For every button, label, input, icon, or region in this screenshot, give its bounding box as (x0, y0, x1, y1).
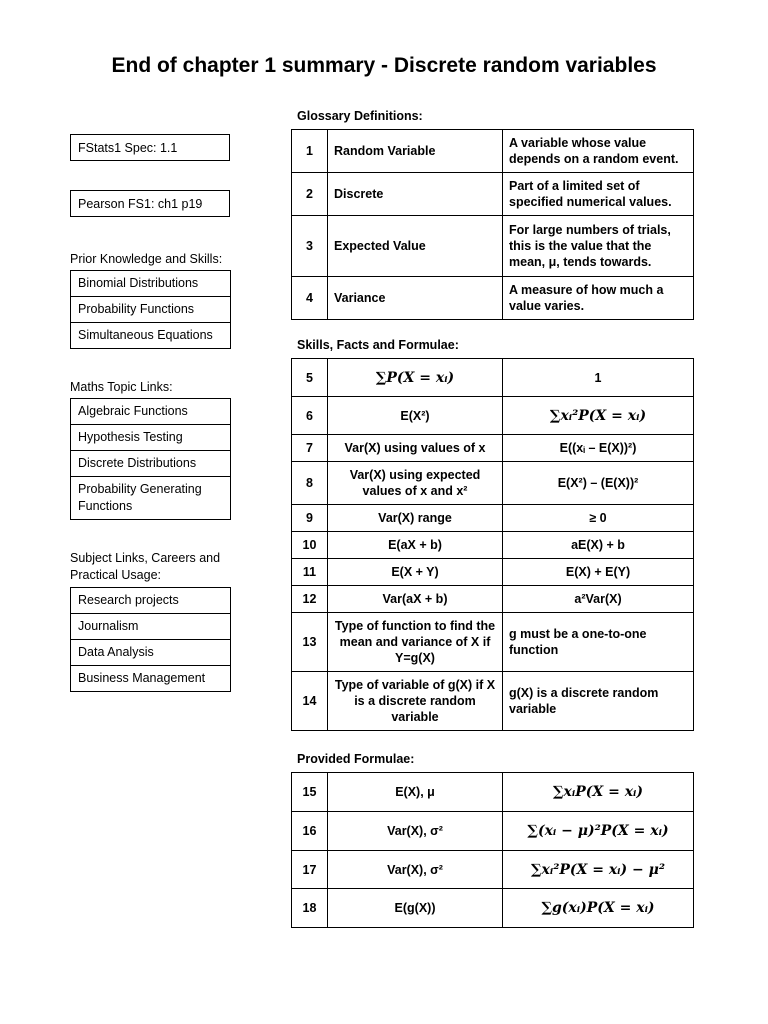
row-number: 14 (292, 672, 328, 731)
formula-cell: Var(X) range (328, 505, 503, 532)
textbook-box: Pearson FS1: ch1 p19 (70, 190, 230, 217)
table-row (292, 773, 694, 812)
formula-cell: ∑xᵢP(X = xᵢ) (503, 773, 694, 812)
row-number: 16 (292, 812, 328, 851)
formula-name-cell: E(g(X)) (328, 889, 503, 928)
definition-cell: A variable whose value depends on a random event. (503, 130, 694, 173)
glossary-table (291, 129, 694, 320)
result-cell: g(X) is a discrete random variable (503, 672, 694, 731)
result-cell: E(X²) – (E(X))² (503, 462, 694, 505)
prior-knowledge-list (70, 270, 231, 349)
prior-knowledge-heading: Prior Knowledge and Skills: (70, 252, 223, 266)
row-number: 2 (292, 173, 328, 216)
row-number: 18 (292, 889, 328, 928)
formula-cell: ∑(xᵢ − μ)²P(X = xᵢ) (503, 812, 694, 851)
table-row (292, 672, 694, 731)
result-cell: E((xᵢ – E(X))²) (503, 435, 694, 462)
row-number: 7 (292, 435, 328, 462)
page-title: End of chapter 1 summary - Discrete random variables (111, 54, 657, 77)
list-item: Binomial Distributions (70, 270, 231, 297)
definition-cell: A measure of how much a value varies. (503, 277, 694, 320)
list-item: Research projects (70, 587, 231, 614)
list-item: Business Management (70, 666, 231, 692)
term-cell: Random Variable (328, 130, 503, 173)
row-number: 11 (292, 559, 328, 586)
formula-name-cell: Var(X), σ² (328, 851, 503, 889)
result-cell: E(X) + E(Y) (503, 559, 694, 586)
row-number: 6 (292, 397, 328, 435)
result-cell: ≥ 0 (503, 505, 694, 532)
result-cell: ∑xᵢ²P(X = xᵢ) (503, 397, 694, 435)
glossary-heading: Glossary Definitions: (297, 109, 423, 123)
table-row (292, 130, 694, 173)
topic-links-heading: Maths Topic Links: (70, 380, 173, 394)
table-row (292, 613, 694, 672)
table-row (292, 532, 694, 559)
term-cell: Expected Value (328, 216, 503, 277)
row-number: 3 (292, 216, 328, 277)
row-number: 13 (292, 613, 328, 672)
formula-cell: ∑xᵢ²P(X = xᵢ) − μ² (503, 851, 694, 889)
formula-cell: E(X²) (328, 397, 503, 435)
row-number: 5 (292, 359, 328, 397)
row-number: 15 (292, 773, 328, 812)
table-row (292, 505, 694, 532)
list-item: Journalism (70, 614, 231, 640)
topic-links-list (70, 398, 231, 520)
list-item: Probability Functions (70, 297, 231, 323)
table-row (292, 462, 694, 505)
formula-cell: Var(aX + b) (328, 586, 503, 613)
table-row (292, 216, 694, 277)
list-item: Simultaneous Equations (70, 323, 231, 349)
formula-cell: ∑g(xᵢ)P(X = xᵢ) (503, 889, 694, 928)
table-row (292, 559, 694, 586)
row-number: 8 (292, 462, 328, 505)
term-cell: Variance (328, 277, 503, 320)
skills-table (291, 358, 694, 731)
table-row (292, 812, 694, 851)
formula-cell: Var(X) using values of x (328, 435, 503, 462)
definition-cell: Part of a limited set of specified numerical values. (503, 173, 694, 216)
result-cell: g must be a one-to-one function (503, 613, 694, 672)
definition-cell: For large numbers of trials, this is the value that the mean, μ, tends towards. (503, 216, 694, 277)
list-item: Data Analysis (70, 640, 231, 666)
table-row (292, 173, 694, 216)
subject-links-list (70, 587, 231, 692)
formula-cell: Var(X) using expected values of x and x² (328, 462, 503, 505)
table-row (292, 277, 694, 320)
row-number: 1 (292, 130, 328, 173)
row-number: 9 (292, 505, 328, 532)
provided-formulae-table (291, 772, 694, 928)
spec-box: FStats1 Spec: 1.1 (70, 134, 230, 161)
term-cell: Discrete (328, 173, 503, 216)
list-item: Discrete Distributions (70, 451, 231, 477)
result-cell: a²Var(X) (503, 586, 694, 613)
result-cell: 1 (503, 359, 694, 397)
table-row (292, 397, 694, 435)
skills-heading: Skills, Facts and Formulae: (297, 338, 459, 352)
formula-cell: Type of variable of g(X) if X is a discrete random variable (328, 672, 503, 731)
formula-name-cell: E(X), μ (328, 773, 503, 812)
formula-cell: E(X + Y) (328, 559, 503, 586)
formula-cell: Type of function to find the mean and variance of X if Y=g(X) (328, 613, 503, 672)
formula-name-cell: Var(X), σ² (328, 812, 503, 851)
list-item: Algebraic Functions (70, 398, 231, 425)
provided-formulae-heading: Provided Formulae: (297, 752, 415, 766)
result-cell: aE(X) + b (503, 532, 694, 559)
list-item: Probability Generating Functions (70, 477, 231, 520)
row-number: 17 (292, 851, 328, 889)
formula-cell: E(aX + b) (328, 532, 503, 559)
row-number: 12 (292, 586, 328, 613)
table-row (292, 851, 694, 889)
list-item: Hypothesis Testing (70, 425, 231, 451)
subject-links-heading: Subject Links, Careers and Practical Usage: (70, 551, 221, 582)
formula-cell: ∑P(X = xᵢ) (328, 359, 503, 397)
row-number: 10 (292, 532, 328, 559)
table-row (292, 889, 694, 928)
row-number: 4 (292, 277, 328, 320)
table-row (292, 435, 694, 462)
table-row (292, 586, 694, 613)
table-row (292, 359, 694, 397)
